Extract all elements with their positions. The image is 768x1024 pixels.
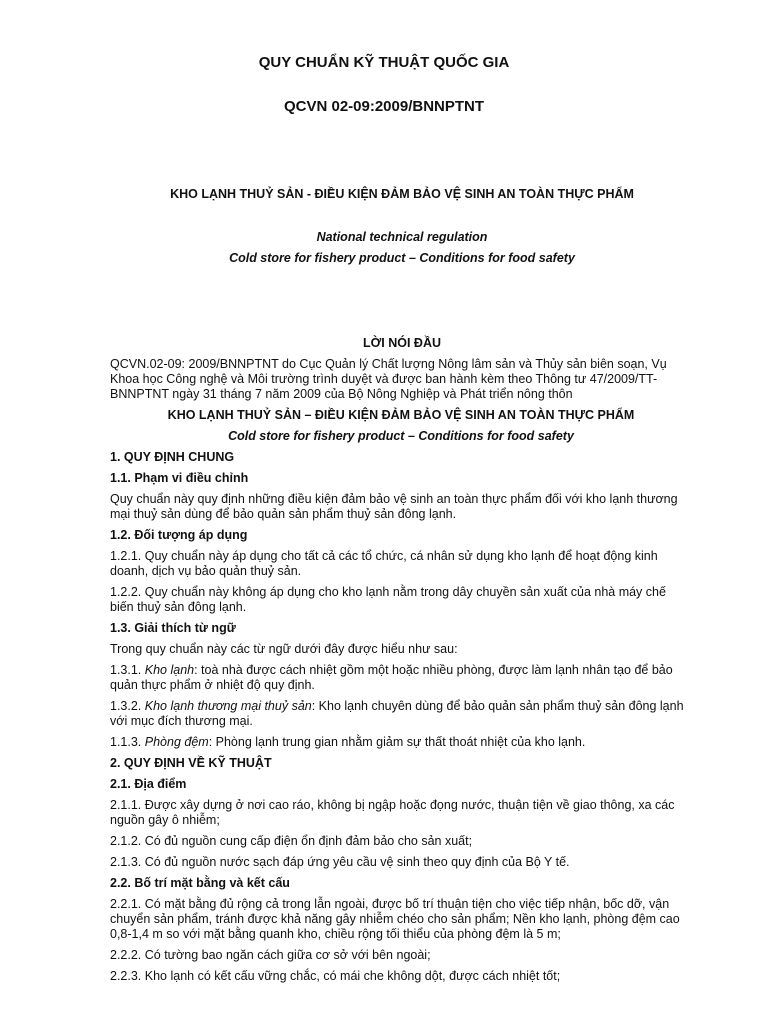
section-2-2-1: 2.2.1. Có mặt bằng đủ rộng cả trong lẫn ngoài, được bố trí thuận tiện cho việc tiếp nhận, bốc dỡ, vận chuyển sản phẩm, tránh được khả năng gây nhiễm chéo cho sản phẩm; Nền kho lạnh, phòng đệm cao 0,8-1,4 m so với mặt bằng quanh kho, chiều rộng tối thiểu của phòng đệm là 5 m; [110, 897, 680, 941]
section-2-1-2: 2.1.2. Có đủ nguồn cung cấp điện ổn định đảm bảo cho sản xuất; [110, 834, 473, 848]
section-1-1-text: Quy chuẩn này quy định những điều kiện đảm bảo vệ sinh an toàn thực phẩm đối với kho lạnh thương mại thuỷ sản dùng để bảo quản sản phẩm thuỷ sản đông lạnh. [110, 492, 678, 521]
section-1-1-heading: 1.1. Phạm vi điều chỉnh [110, 471, 249, 485]
document-title: QUY CHUẨN KỸ THUẬT QUỐC GIA [258, 54, 510, 71]
definition-text: : toà nhà được cách nhiệt gồm một hoặc nhiều phòng, được làm lạnh nhân tạo để bảo quản thực phẩm ở nhiệt độ quy định. [110, 663, 673, 692]
section-1-2-heading: 1.2. Đối tượng áp dụng [110, 528, 248, 542]
document-body [110, 357, 692, 990]
defined-term: Kho lạnh [144, 663, 195, 677]
section-2-heading: 2. QUY ĐỊNH VỀ KỸ THUẬT [110, 756, 272, 770]
defined-term: Phòng đệm [144, 735, 209, 749]
section-2-2-3: 2.2.3. Kho lạnh có kết cấu vững chắc, có mái che không dột, được cách nhiệt tốt; [110, 969, 561, 983]
section-1-3-intro: Trong quy chuẩn này các từ ngữ dưới đây được hiểu như sau: [110, 642, 458, 656]
section-2-1-1: 2.1.1. Được xây dựng ở nơi cao ráo, không bị ngập hoặc đọng nước, thuận tiện về giao thông, xa các nguồn gây ô nhiễm; [110, 798, 675, 827]
english-subject-repeat: Cold store for fishery product – Conditions for food safety [228, 429, 574, 443]
section-1-2-2: 1.2.2. Quy chuẩn này không áp dụng cho kho lạnh nằm trong dây chuyền sản xuất của nhà máy chế biến thuỷ sản đông lạnh. [110, 585, 666, 614]
foreword-paragraph: QCVN.02-09: 2009/BNNPTNT do Cục Quản lý Chất lượng Nông lâm sản và Thủy sản biên soạn, Vụ Khoa học Công nghệ và Môi trường trình duyệt và được ban hành kèm theo Thông tư 47/2009/TT-BNNPTNT ngày 31 tháng 7 năm 2009 của Bộ Nông Nghiệp và Phát triển nông thôn [110, 357, 667, 401]
english-title-line2: Cold store for fishery product – Conditions for food safety [229, 251, 575, 265]
definition-text: : Kho lạnh chuyên dùng để bảo quản sản phẩm thuỷ sản đông lạnh với mục đích thương mại. [110, 699, 684, 728]
regulation-subject: KHO LẠNH THUỶ SẢN - ĐIỀU KIỆN ĐẢM BẢO VỆ SINH AN TOÀN THỰC PHẨM [170, 187, 634, 201]
definition-text: : Phòng lạnh trung gian nhằm giảm sự thất thoát nhiệt của kho lạnh. [208, 735, 586, 749]
english-title-line1: National technical regulation [316, 230, 488, 244]
regulation-code: QCVN 02-09:2009/BNNPTNT [283, 98, 485, 115]
clause-number: 1.3.1. [110, 663, 145, 677]
section-2-2-2: 2.2.2. Có tường bao ngăn cách giữa cơ sở với bên ngoài; [110, 948, 431, 962]
section-1-3-1 [110, 663, 692, 693]
foreword-heading: LỜI NÓI ĐẦU [362, 336, 442, 350]
section-2-1-heading: 2.1. Địa điểm [110, 777, 187, 791]
section-1-3-heading: 1.3. Giải thích từ ngữ [110, 621, 236, 635]
section-1-heading: 1. QUY ĐỊNH CHUNG [110, 450, 235, 464]
subject-repeat: KHO LẠNH THUỶ SẢN – ĐIỀU KIỆN ĐẢM BẢO VỆ SINH AN TOÀN THỰC PHẨM [167, 408, 635, 422]
clause-number: 1.3.2. [110, 699, 145, 713]
section-1-3-2 [110, 699, 692, 729]
clause-number: 1.1.3. [110, 735, 145, 749]
section-1-3-3 [110, 735, 692, 750]
section-2-2-heading: 2.2. Bố trí mặt bằng và kết cấu [110, 876, 290, 890]
section-2-1-3: 2.1.3. Có đủ nguồn nước sạch đáp ứng yêu cầu vệ sinh theo quy định của Bộ Y tế. [110, 855, 570, 869]
defined-term: Kho lạnh thương mại thuỷ sản [144, 699, 312, 713]
section-1-2-1: 1.2.1. Quy chuẩn này áp dụng cho tất cả các tổ chức, cá nhân sử dụng kho lạnh để hoạt động kinh doanh, dịch vụ bảo quản thuỷ sản. [110, 549, 658, 578]
